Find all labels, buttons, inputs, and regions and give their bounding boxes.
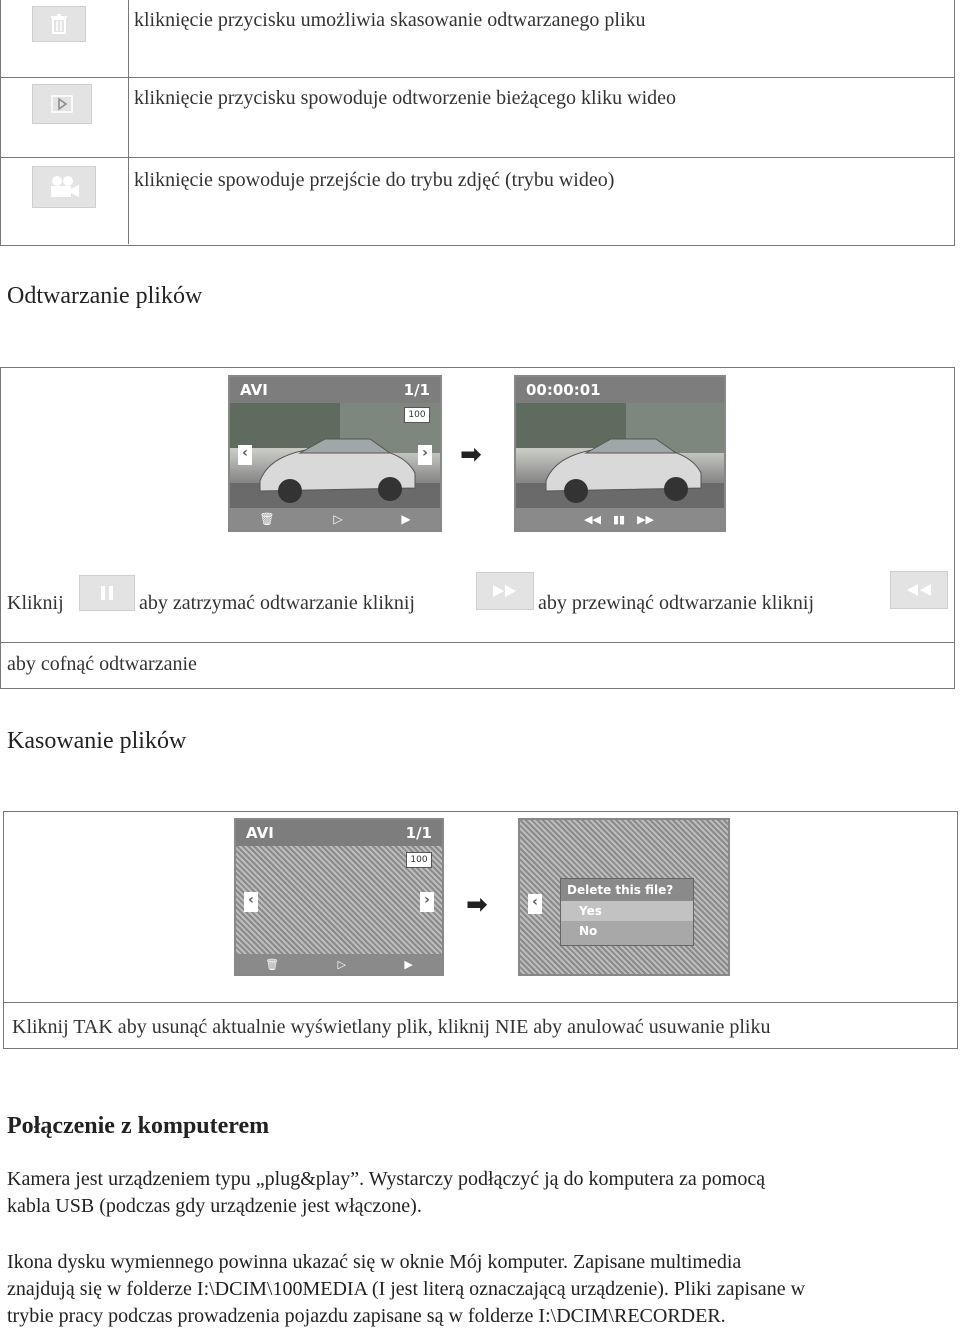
next-arrow-icon[interactable]: › xyxy=(418,445,432,465)
instruction-text-rewind: aby cofnąć odtwarzanie xyxy=(7,653,197,675)
car-photo xyxy=(516,403,724,508)
elapsed-time: 00:00:01 xyxy=(526,381,601,399)
rewind-icon[interactable]: ◀◀ xyxy=(584,512,601,526)
trash-icon xyxy=(50,14,68,34)
trash-button[interactable] xyxy=(32,6,86,42)
fast-forward-icon xyxy=(492,584,518,598)
format-label: AVI xyxy=(246,824,274,842)
play-icon xyxy=(51,95,73,113)
play-icon[interactable]: ▷ xyxy=(333,512,343,526)
memory-badge: 100 xyxy=(406,852,432,868)
delete-heading: Kasowanie plików xyxy=(7,728,187,754)
trash-icon[interactable]: 🗑 xyxy=(265,957,280,971)
rewind-icon xyxy=(906,583,932,597)
prev-arrow-icon[interactable]: ‹ xyxy=(244,892,258,912)
trash-description: kliknięcie przycisku umożliwia skasowanie odtwarzanego pliku xyxy=(134,9,646,31)
p1-line-2: kabla USB (podczas gdy urządzenie jest włączone). xyxy=(7,1195,422,1217)
p2-line-2: znajdują się w folderze I:\DCIM\100MEDIA (I jest literą oznaczającą urządzenie). Pliki zapisane w xyxy=(7,1278,806,1300)
icon-table xyxy=(0,0,955,246)
camcorder-icon xyxy=(47,175,81,199)
connection-paragraph-1 xyxy=(7,1166,765,1220)
prev-arrow-icon[interactable]: ‹ xyxy=(238,445,252,465)
p2-line-3: trybie pracy podczas prowadzenia pojazdu zapisane są w folderze I:\DCIM\RECORDER. xyxy=(7,1305,726,1327)
dialog-no-option[interactable]: No xyxy=(579,924,598,938)
pause-button[interactable] xyxy=(79,575,135,611)
camcorder-icon[interactable]: ▶ xyxy=(401,512,411,526)
camcorder-icon[interactable]: ▶ xyxy=(404,957,413,971)
prev-arrow-icon[interactable]: ‹ xyxy=(528,894,542,914)
delete-caption: Kliknij TAK aby usunąć aktualnie wyświetlany plik, kliknij NIE aby anulować usuwanie pliku xyxy=(12,1016,771,1038)
file-counter: 1/1 xyxy=(403,381,430,399)
rewind-button[interactable] xyxy=(890,571,948,609)
dialog-yes-option[interactable]: Yes xyxy=(561,901,693,921)
delete-screen-2 xyxy=(518,818,730,976)
delete-dialog xyxy=(560,878,694,946)
camcorder-description: kliknięcie spowoduje przejście do trybu zdjęć (trybu wideo) xyxy=(134,169,615,191)
pause-icon[interactable]: ▮▮ xyxy=(612,512,626,526)
arrow-right-icon: ➡ xyxy=(466,890,488,920)
format-label: AVI xyxy=(240,381,268,399)
camcorder-button[interactable] xyxy=(32,166,96,208)
fast-forward-button[interactable] xyxy=(476,572,534,610)
dialog-question: Delete this file? xyxy=(561,879,693,901)
instruction-word-1: Kliknij xyxy=(7,592,64,614)
connection-paragraph-2 xyxy=(7,1249,805,1330)
instruction-text-forward: aby przewinąć odtwarzanie kliknij xyxy=(538,592,814,614)
arrow-right-icon: ➡ xyxy=(460,440,482,470)
p2-line-1: Ikona dysku wymiennego powinna ukazać się w oknie Mój komputer. Zapisane multimedia xyxy=(7,1251,742,1273)
trash-icon[interactable]: 🗑 xyxy=(259,512,275,526)
connection-heading: Połączenie z komputerem xyxy=(7,1113,270,1139)
playback-heading: Odtwarzanie plików xyxy=(7,283,203,309)
delete-screen-1 xyxy=(234,818,444,976)
p1-line-1: Kamera jest urządzeniem typu „plug&play”. Wystarczy podłączyć ją do komputera za pomocą xyxy=(7,1168,766,1190)
pause-icon xyxy=(99,585,115,601)
playback-figure-box xyxy=(0,367,955,689)
instruction-text-pause: aby zatrzymać odtwarzanie kliknij xyxy=(139,592,415,614)
next-arrow-icon[interactable]: › xyxy=(420,892,434,912)
playback-screen-1 xyxy=(228,375,442,532)
play-icon[interactable]: ▷ xyxy=(337,957,346,971)
memory-badge: 100 xyxy=(404,407,430,423)
file-counter: 1/1 xyxy=(405,824,432,842)
playback-screen-2 xyxy=(514,375,726,532)
delete-figure-box xyxy=(3,811,958,1049)
play-description: kliknięcie przycisku spowoduje odtworzenie bieżącego kliku wideo xyxy=(134,87,677,109)
play-button[interactable] xyxy=(32,84,92,124)
fast-forward-icon[interactable]: ▶▶ xyxy=(637,512,654,526)
